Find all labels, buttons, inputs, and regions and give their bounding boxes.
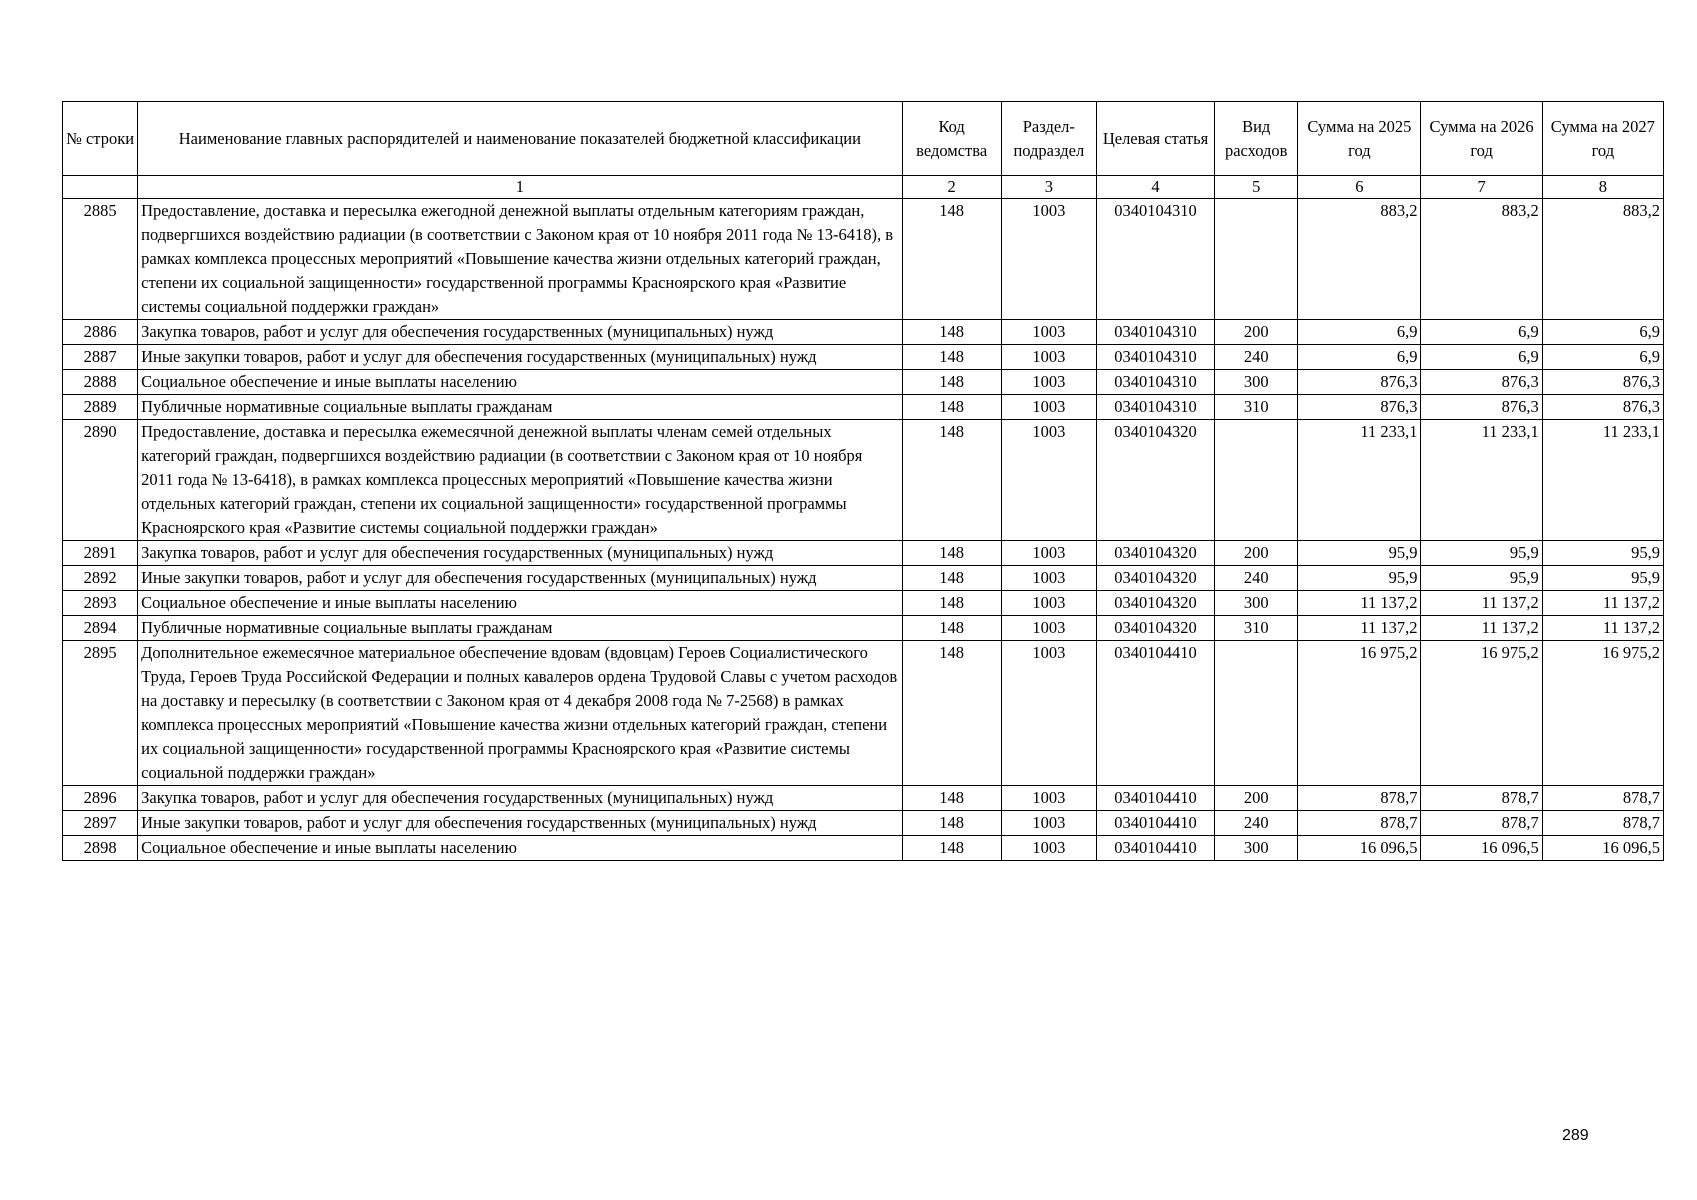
sum-2027-cell: 878,7 bbox=[1542, 786, 1663, 811]
row-number-cell: 2893 bbox=[63, 591, 138, 616]
row-number-cell: 2896 bbox=[63, 786, 138, 811]
sum-2026-cell: 883,2 bbox=[1421, 199, 1542, 320]
expense-type-cell: 240 bbox=[1215, 345, 1298, 370]
dept-code-cell: 148 bbox=[902, 320, 1001, 345]
sum-2027-cell: 876,3 bbox=[1542, 370, 1663, 395]
column-number bbox=[63, 176, 138, 199]
table-row bbox=[63, 420, 1664, 541]
row-number-cell: 2898 bbox=[63, 836, 138, 861]
name-cell: Социальное обеспечение и иные выплаты населению bbox=[138, 836, 902, 861]
target-article-cell: 0340104410 bbox=[1096, 786, 1214, 811]
header-sum-2026: Сумма на 2026 год bbox=[1421, 102, 1542, 176]
dept-code-cell: 148 bbox=[902, 836, 1001, 861]
sum-2026-cell: 6,9 bbox=[1421, 320, 1542, 345]
dept-code-cell: 148 bbox=[902, 541, 1001, 566]
sum-2025-cell: 878,7 bbox=[1298, 786, 1421, 811]
sum-2027-cell: 878,7 bbox=[1542, 811, 1663, 836]
sum-2025-cell: 11 233,1 bbox=[1298, 420, 1421, 541]
sum-2027-cell: 16 096,5 bbox=[1542, 836, 1663, 861]
sum-2027-cell: 6,9 bbox=[1542, 320, 1663, 345]
dept-code-cell: 148 bbox=[902, 811, 1001, 836]
sum-2027-cell: 95,9 bbox=[1542, 541, 1663, 566]
section-cell: 1003 bbox=[1001, 345, 1096, 370]
table-row bbox=[63, 811, 1664, 836]
target-article-cell: 0340104410 bbox=[1096, 641, 1214, 786]
section-cell: 1003 bbox=[1001, 591, 1096, 616]
sum-2025-cell: 883,2 bbox=[1298, 199, 1421, 320]
name-cell: Иные закупки товаров, работ и услуг для обеспечения государственных (муниципальных) нужд bbox=[138, 345, 902, 370]
sum-2027-cell: 11 137,2 bbox=[1542, 616, 1663, 641]
target-article-cell: 0340104410 bbox=[1096, 836, 1214, 861]
sum-2026-cell: 876,3 bbox=[1421, 370, 1542, 395]
table-row bbox=[63, 395, 1664, 420]
sum-2025-cell: 95,9 bbox=[1298, 541, 1421, 566]
expense-type-cell: 310 bbox=[1215, 616, 1298, 641]
sum-2025-cell: 878,7 bbox=[1298, 811, 1421, 836]
section-cell: 1003 bbox=[1001, 566, 1096, 591]
column-number: 2 bbox=[902, 176, 1001, 199]
row-number-cell: 2892 bbox=[63, 566, 138, 591]
expense-type-cell bbox=[1215, 199, 1298, 320]
target-article-cell: 0340104320 bbox=[1096, 420, 1214, 541]
dept-code-cell: 148 bbox=[902, 566, 1001, 591]
header-sum-2027: Сумма на 2027 год bbox=[1542, 102, 1663, 176]
table-header bbox=[63, 102, 1664, 176]
section-cell: 1003 bbox=[1001, 541, 1096, 566]
target-article-cell: 0340104310 bbox=[1096, 370, 1214, 395]
table-row bbox=[63, 591, 1664, 616]
column-number: 5 bbox=[1215, 176, 1298, 199]
sum-2026-cell: 16 975,2 bbox=[1421, 641, 1542, 786]
table-row bbox=[63, 566, 1664, 591]
header-target-article: Целевая статья bbox=[1096, 102, 1214, 176]
sum-2026-cell: 95,9 bbox=[1421, 541, 1542, 566]
dept-code-cell: 148 bbox=[902, 616, 1001, 641]
row-number-cell: 2894 bbox=[63, 616, 138, 641]
name-cell: Предоставление, доставка и пересылка ежегодной денежной выплаты отдельным категориям граждан, подвергшихся воздействию радиации (в соответствии с Законом края от 10 ноября 2011 года № 13-6418), в рамках комплекса процессных мероприятий «Повышение качества жизни отдельных категорий граждан, степени их социальной защищенности» государственной программы Красноярского края «Развитие системы социальной поддержки граждан» bbox=[138, 199, 902, 320]
name-cell: Социальное обеспечение и иные выплаты населению bbox=[138, 370, 902, 395]
sum-2027-cell: 6,9 bbox=[1542, 345, 1663, 370]
sum-2025-cell: 95,9 bbox=[1298, 566, 1421, 591]
expense-type-cell: 240 bbox=[1215, 566, 1298, 591]
table-row bbox=[63, 541, 1664, 566]
header-expense-type: Вид расходов bbox=[1215, 102, 1298, 176]
name-cell: Иные закупки товаров, работ и услуг для обеспечения государственных (муниципальных) нужд bbox=[138, 566, 902, 591]
sum-2025-cell: 876,3 bbox=[1298, 370, 1421, 395]
name-cell: Предоставление, доставка и пересылка ежемесячной денежной выплаты членам семей отдельных категорий граждан, подвергшихся воздействию радиации (в соответствии с Законом края от 10 ноября 2011 года № 13-6418), в рамках комплекса процессных мероприятий «Повышение качества жизни отдельных категорий граждан, степени их социальной защищенности» государственной программы Красноярского края «Развитие системы социальной поддержки граждан» bbox=[138, 420, 902, 541]
dept-code-cell: 148 bbox=[902, 641, 1001, 786]
expense-type-cell: 300 bbox=[1215, 591, 1298, 616]
sum-2026-cell: 11 137,2 bbox=[1421, 591, 1542, 616]
section-cell: 1003 bbox=[1001, 811, 1096, 836]
row-number-cell: 2895 bbox=[63, 641, 138, 786]
column-number: 6 bbox=[1298, 176, 1421, 199]
name-cell: Социальное обеспечение и иные выплаты населению bbox=[138, 591, 902, 616]
target-article-cell: 0340104310 bbox=[1096, 320, 1214, 345]
header-name: Наименование главных распорядителей и наименование показателей бюджетной классификации bbox=[138, 102, 902, 176]
budget-table bbox=[62, 101, 1664, 861]
sum-2027-cell: 16 975,2 bbox=[1542, 641, 1663, 786]
row-number-cell: 2886 bbox=[63, 320, 138, 345]
sum-2026-cell: 878,7 bbox=[1421, 786, 1542, 811]
column-numbers-row bbox=[63, 176, 1664, 199]
page-number: 289 bbox=[1562, 1127, 1589, 1144]
sum-2025-cell: 6,9 bbox=[1298, 320, 1421, 345]
name-cell: Закупка товаров, работ и услуг для обеспечения государственных (муниципальных) нужд bbox=[138, 320, 902, 345]
target-article-cell: 0340104310 bbox=[1096, 345, 1214, 370]
expense-type-cell: 300 bbox=[1215, 836, 1298, 861]
row-number-cell: 2897 bbox=[63, 811, 138, 836]
sum-2027-cell: 883,2 bbox=[1542, 199, 1663, 320]
name-cell: Иные закупки товаров, работ и услуг для обеспечения государственных (муниципальных) нужд bbox=[138, 811, 902, 836]
sum-2025-cell: 16 975,2 bbox=[1298, 641, 1421, 786]
expense-type-cell: 200 bbox=[1215, 320, 1298, 345]
sum-2025-cell: 6,9 bbox=[1298, 345, 1421, 370]
table-body bbox=[63, 176, 1664, 861]
dept-code-cell: 148 bbox=[902, 420, 1001, 541]
header-row-number: № строки bbox=[63, 102, 138, 176]
dept-code-cell: 148 bbox=[902, 199, 1001, 320]
table-row bbox=[63, 320, 1664, 345]
expense-type-cell: 300 bbox=[1215, 370, 1298, 395]
header-sum-2025: Сумма на 2025 год bbox=[1298, 102, 1421, 176]
target-article-cell: 0340104320 bbox=[1096, 591, 1214, 616]
expense-type-cell: 200 bbox=[1215, 786, 1298, 811]
dept-code-cell: 148 bbox=[902, 395, 1001, 420]
name-cell: Дополнительное ежемесячное материальное обеспечение вдовам (вдовцам) Героев Социалистического Труда, Героев Труда Российской Федерации и полных кавалеров ордена Трудовой Славы с учетом расходов на доставку и пересылку (в соответствии с Законом края от 4 декабря 2008 года № 7-2568) в рамках комплекса процессных мероприятий «Повышение качества жизни отдельных категорий граждан, степени их социальной защищенности» государственной программы Красноярского края «Развитие системы социальной поддержки граждан» bbox=[138, 641, 902, 786]
column-number: 4 bbox=[1096, 176, 1214, 199]
target-article-cell: 0340104310 bbox=[1096, 395, 1214, 420]
header-dept-code: Код ведомства bbox=[902, 102, 1001, 176]
target-article-cell: 0340104320 bbox=[1096, 541, 1214, 566]
column-number: 7 bbox=[1421, 176, 1542, 199]
section-cell: 1003 bbox=[1001, 616, 1096, 641]
expense-type-cell bbox=[1215, 641, 1298, 786]
name-cell: Закупка товаров, работ и услуг для обеспечения государственных (муниципальных) нужд bbox=[138, 786, 902, 811]
sum-2026-cell: 16 096,5 bbox=[1421, 836, 1542, 861]
target-article-cell: 0340104320 bbox=[1096, 566, 1214, 591]
column-number: 1 bbox=[138, 176, 902, 199]
expense-type-cell bbox=[1215, 420, 1298, 541]
target-article-cell: 0340104310 bbox=[1096, 199, 1214, 320]
sum-2026-cell: 6,9 bbox=[1421, 345, 1542, 370]
section-cell: 1003 bbox=[1001, 199, 1096, 320]
sum-2025-cell: 11 137,2 bbox=[1298, 591, 1421, 616]
sum-2026-cell: 876,3 bbox=[1421, 395, 1542, 420]
target-article-cell: 0340104320 bbox=[1096, 616, 1214, 641]
expense-type-cell: 200 bbox=[1215, 541, 1298, 566]
header-section: Раздел-подраздел bbox=[1001, 102, 1096, 176]
row-number-cell: 2891 bbox=[63, 541, 138, 566]
sum-2027-cell: 876,3 bbox=[1542, 395, 1663, 420]
section-cell: 1003 bbox=[1001, 836, 1096, 861]
row-number-cell: 2885 bbox=[63, 199, 138, 320]
sum-2025-cell: 876,3 bbox=[1298, 395, 1421, 420]
column-number: 3 bbox=[1001, 176, 1096, 199]
dept-code-cell: 148 bbox=[902, 370, 1001, 395]
name-cell: Публичные нормативные социальные выплаты гражданам bbox=[138, 395, 902, 420]
sum-2026-cell: 11 137,2 bbox=[1421, 616, 1542, 641]
section-cell: 1003 bbox=[1001, 420, 1096, 541]
expense-type-cell: 240 bbox=[1215, 811, 1298, 836]
name-cell: Публичные нормативные социальные выплаты гражданам bbox=[138, 616, 902, 641]
target-article-cell: 0340104410 bbox=[1096, 811, 1214, 836]
row-number-cell: 2889 bbox=[63, 395, 138, 420]
dept-code-cell: 148 bbox=[902, 591, 1001, 616]
expense-type-cell: 310 bbox=[1215, 395, 1298, 420]
sum-2026-cell: 95,9 bbox=[1421, 566, 1542, 591]
sum-2025-cell: 16 096,5 bbox=[1298, 836, 1421, 861]
table-row bbox=[63, 199, 1664, 320]
sum-2027-cell: 95,9 bbox=[1542, 566, 1663, 591]
sum-2026-cell: 11 233,1 bbox=[1421, 420, 1542, 541]
dept-code-cell: 148 bbox=[902, 786, 1001, 811]
row-number-cell: 2890 bbox=[63, 420, 138, 541]
sum-2027-cell: 11 233,1 bbox=[1542, 420, 1663, 541]
table-row bbox=[63, 616, 1664, 641]
column-number: 8 bbox=[1542, 176, 1663, 199]
row-number-cell: 2888 bbox=[63, 370, 138, 395]
table-row bbox=[63, 370, 1664, 395]
row-number-cell: 2887 bbox=[63, 345, 138, 370]
table-row bbox=[63, 836, 1664, 861]
sum-2026-cell: 878,7 bbox=[1421, 811, 1542, 836]
sum-2025-cell: 11 137,2 bbox=[1298, 616, 1421, 641]
sum-2027-cell: 11 137,2 bbox=[1542, 591, 1663, 616]
dept-code-cell: 148 bbox=[902, 345, 1001, 370]
section-cell: 1003 bbox=[1001, 641, 1096, 786]
section-cell: 1003 bbox=[1001, 786, 1096, 811]
section-cell: 1003 bbox=[1001, 320, 1096, 345]
section-cell: 1003 bbox=[1001, 395, 1096, 420]
name-cell: Закупка товаров, работ и услуг для обеспечения государственных (муниципальных) нужд bbox=[138, 541, 902, 566]
table-row bbox=[63, 786, 1664, 811]
table-row bbox=[63, 345, 1664, 370]
table-row bbox=[63, 641, 1664, 786]
section-cell: 1003 bbox=[1001, 370, 1096, 395]
